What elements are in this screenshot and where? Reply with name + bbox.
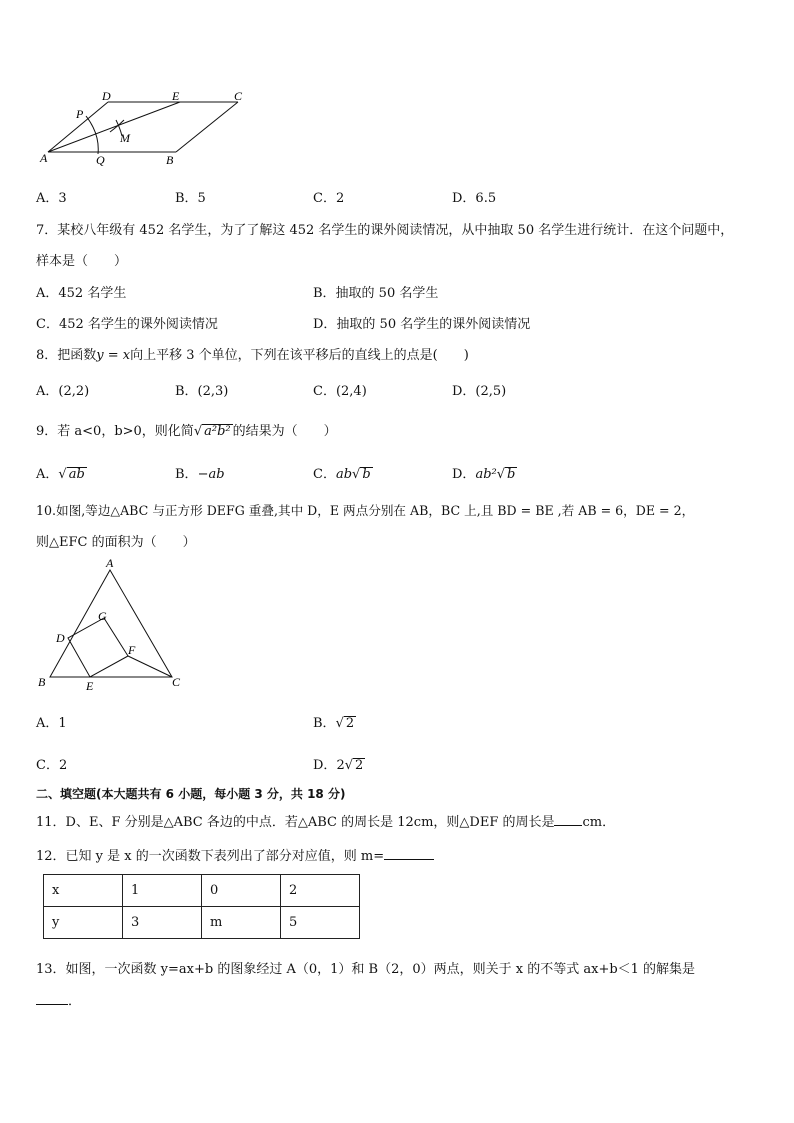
section-heading: 二、填空题(本大题共有 6 小题，每小题 3 分，共 18 分) [36, 787, 346, 801]
table-row [44, 907, 360, 939]
q12-answer-blank [384, 859, 434, 860]
q9-option-c-letter: C． [313, 467, 336, 482]
q9-option-c-radicand: b [362, 467, 371, 482]
q8-suffix: 向上平移 3 个单位，下列在该平移后的直线上的点是( ) [130, 348, 469, 363]
label-m: M [120, 131, 130, 145]
q9-option-c-coef: ab [335, 467, 353, 482]
q9-option-b [175, 463, 225, 482]
q9-option-a-sqrt: √ [58, 467, 67, 482]
label-d: D [102, 90, 111, 103]
q13-answer-blank [36, 1004, 68, 1005]
label-c: C [172, 675, 181, 689]
q9-stem [36, 420, 337, 439]
q8-option-b: B．(2,3) [175, 384, 229, 399]
q9-option-c-sqrt: √ [352, 467, 361, 482]
q11-unit: cm． [582, 815, 616, 830]
q7-stem-line1: 7．某校八年级有 452 名学生，为了了解这 452 名学生的课外阅读情况，从中抽取 50 名学生进行统计．在这个问题中， [36, 223, 734, 238]
q8-option-c: C．(2,4) [313, 384, 367, 399]
q8-prefix: 8．把函数 [36, 348, 97, 363]
q10-option-b-sqrt: √ [335, 716, 344, 731]
q13-tail: ． [68, 994, 82, 1009]
label-e: E [86, 679, 94, 692]
q11-answer-blank [554, 825, 582, 826]
q10-option-d-sqrt: √ [344, 758, 354, 773]
table-cell: y [44, 907, 123, 939]
table-row [44, 875, 360, 907]
q6-option-c: C．2 [313, 191, 345, 206]
label-a: A [40, 151, 48, 165]
q6-option-b: B．5 [175, 191, 206, 206]
q8-function: y = x [96, 348, 131, 363]
q10-option-c: C．2 [36, 758, 68, 773]
q13-stem: 13．如图，一次函数 y=ax+b 的图象经过 A（0，1）和 B（2，0）两点，则关于 x 的不等式 ax+b＜1 的解集是 [36, 962, 696, 977]
q8-option-d: D．(2,5) [452, 384, 507, 399]
q7-stem-line2: 样本是（ ） [36, 254, 128, 269]
q13-answer-line [36, 990, 81, 1009]
table-cell: 5 [281, 907, 360, 939]
q10-stem-line2: 则△EFC 的面积为（ ） [36, 535, 196, 550]
q8-stem [36, 344, 469, 363]
q9-option-d [452, 463, 517, 482]
q10-option-b [313, 712, 356, 731]
q12-stem [36, 845, 434, 864]
q9-option-a-letter: A． [36, 467, 59, 482]
triangle-abc [50, 570, 172, 677]
q6-option-d: D．6.5 [452, 191, 497, 206]
q10-option-d [313, 754, 365, 773]
q9-option-d-letter: D． [452, 467, 476, 482]
q7-option-a: A．452 名学生 [36, 286, 127, 301]
q9-prefix: 9．若 a<0，b>0，则化简 [36, 424, 194, 439]
q11-stem [36, 811, 615, 830]
label-a: A [106, 556, 114, 570]
side-cb [176, 102, 238, 152]
q12-text: 12．已知 y 是 x 的一次函数下表列出了部分对应值，则 m= [36, 849, 385, 864]
table-cell: m [202, 907, 281, 939]
q11-text: 11．D、E、F 分别是△ABC 各边的中点．若△ABC 的周长是 12cm，则△DEF 的周长是 [36, 815, 555, 830]
label-b: B [38, 675, 46, 689]
q10-option-d-radicand: 2 [355, 758, 364, 773]
q10-option-b-radicand: 2 [345, 716, 355, 731]
values-table [43, 874, 360, 939]
q9-option-d-radicand: b [507, 467, 516, 482]
q8-option-a: A．(2,2) [36, 384, 90, 399]
q7-option-b: B．抽取的 50 名学生 [313, 286, 439, 301]
table-cell: 2 [281, 875, 360, 907]
q9-suffix: 的结果为（ ） [232, 424, 337, 439]
q9-sqrt-sign: √ [193, 424, 203, 439]
label-g: G [98, 609, 107, 623]
q9-option-b-letter: B． [175, 467, 198, 482]
square-defg [68, 618, 128, 677]
table-cell: x [44, 875, 123, 907]
segment-ae [48, 102, 180, 152]
q10-option-d-letter: D． [313, 758, 337, 773]
q9-option-b-expr: −ab [197, 467, 225, 482]
q10-option-a: A．1 [36, 716, 67, 731]
q10-option-d-coef: 2 [336, 758, 345, 773]
label-b: B [166, 153, 174, 167]
q9-option-a-radicand: ab [68, 467, 85, 482]
table-cell: 0 [202, 875, 281, 907]
label-p: P [76, 107, 84, 121]
label-q: Q [96, 153, 105, 167]
label-e: E [172, 90, 180, 103]
q10-stem-line1: 10.如图,等边△ABC 与正方形 DEFG 重叠,其中 D，E 两点分别在 AB，BC 上,且 BD = BE ,若 AB = 6，DE = 2， [36, 503, 695, 518]
q7-option-c: C．452 名学生的课外阅读情况 [36, 317, 218, 332]
q9-option-a [36, 463, 87, 482]
parallelogram-figure [38, 90, 258, 170]
q9-radicand: a²b² [204, 424, 231, 439]
q9-option-d-sqrt: √ [496, 467, 506, 482]
label-d: D [56, 631, 65, 645]
label-f: F [128, 643, 136, 657]
q9-option-d-coef: ab² [475, 467, 497, 482]
label-c: C [234, 90, 243, 103]
q7-option-d: D．抽取的 50 名学生的课外阅读情况 [313, 317, 531, 332]
table-cell: 3 [123, 907, 202, 939]
q6-option-a: A．3 [36, 191, 67, 206]
table-cell: 1 [123, 875, 202, 907]
q9-option-c [313, 463, 373, 482]
triangle-square-figure [34, 556, 194, 692]
q10-option-b-letter: B． [313, 716, 336, 731]
